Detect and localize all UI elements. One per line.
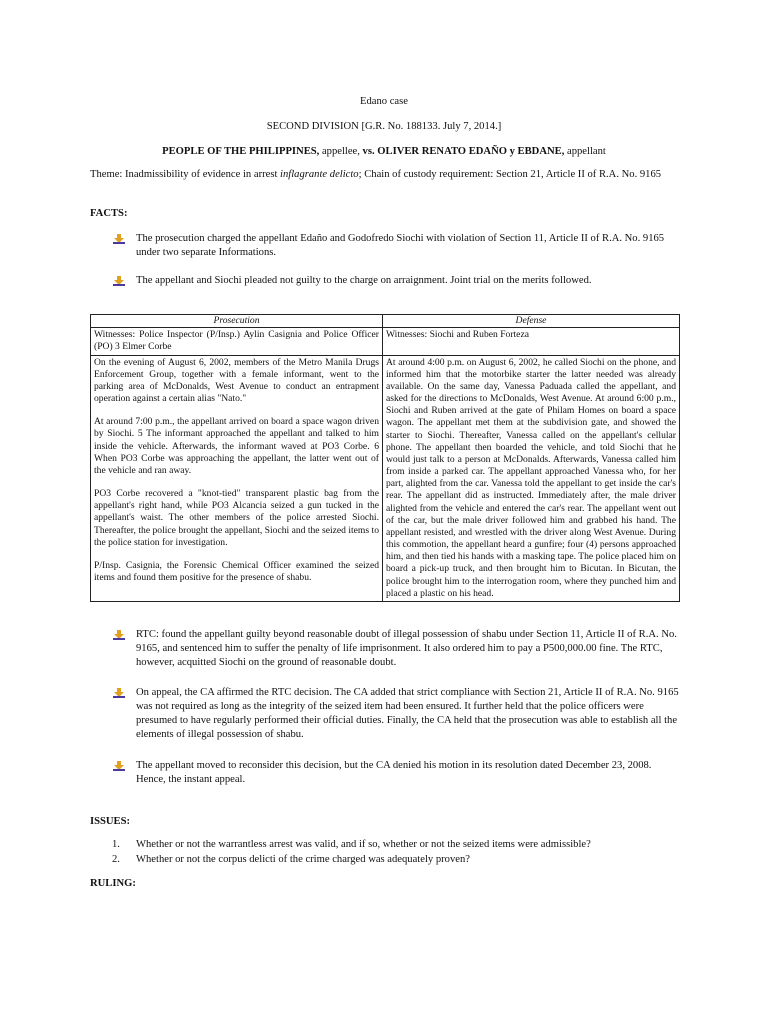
division-line: SECOND DIVISION [G.R. No. 188133. July 7, 2014.] — [266, 121, 502, 132]
prosecution-paragraph: On the evening of August 6, 2002, members of the Metro Manila Drugs Enforcement Group, together with a female informant, went to the parking area of McDonalds, West Avenue to conduct an entrapment operation against a certain alias "Nato." — [94, 356, 379, 405]
theme-suffix: ; Chain of custody requirement: Section 21, Article II of R.A. No. 9165 — [358, 169, 662, 180]
theme-prefix: Theme: Inadmissibility of evidence in arrest — [90, 169, 281, 180]
prosecution-paragraph: At around 7:00 p.m., the appellant arrived on board a space wagon driven by Siochi. 5 The informant approached the appellant and talked to him inside the vehicle. Afterwards, the informant waved at PO3 Corbe. 6 When PO3 Corbe was approaching the appellant, the latter went out of the vehicle and ran away. — [94, 416, 379, 476]
pushpin-arrow-icon — [112, 629, 126, 641]
theme-italic: inflagrante delicto — [280, 169, 359, 180]
pushpin-arrow-icon — [112, 233, 126, 245]
issue-text: Whether or not the corpus delicti of the crime charged was adequately proven? — [136, 854, 470, 865]
prosecution-paragraph: PO3 Corbe recovered a "knot-tied" transparent plastic bag from the appellant's right hand, while PO3 Alcancia seized a gun tucked in the appellant's waist. The other members of the police arrested Siochi. Thereafter, the police brought the appellant, Siochi and the seized items to the police station for investigation. — [94, 488, 379, 548]
witnesses-prosecution: Witnesses: Police Inspector (P/Insp.) Aylin Casignia and Police Officer (PO) 3 Elmer Corbe — [91, 328, 383, 355]
theme-line — [90, 168, 680, 182]
party-people: PEOPLE OF THE PHILIPPINES, — [162, 146, 320, 157]
issues-heading: ISSUES: — [90, 816, 131, 827]
party-appellant: vs. OLIVER RENATO EDAÑO y EBDANE, — [362, 146, 565, 157]
ruling-heading: RULING: — [90, 878, 136, 889]
parties-line — [0, 145, 768, 159]
pushpin-arrow-icon — [112, 760, 126, 772]
issue-text: Whether or not the warrantless arrest was valid, and if so, whether or not the seized items were admissible? — [136, 839, 591, 850]
party-people-role: appellee, — [319, 146, 363, 157]
header-defense: Defense — [383, 315, 680, 328]
issue-number: 2. — [112, 854, 120, 865]
witnesses-defense: Witnesses: Siochi and Ruben Forteza — [383, 328, 680, 355]
issue-number: 1. — [112, 839, 120, 850]
facts-heading: FACTS: — [90, 208, 128, 219]
pushpin-arrow-icon — [112, 275, 126, 287]
reconsideration-bullet: The appellant moved to reconsider this decision, but the CA denied his motion in its resolution dated December 23, 2008. Hence, the instant appeal. — [136, 760, 652, 785]
header-prosecution: Prosecution — [91, 315, 383, 328]
prosecution-defense-table — [90, 314, 680, 602]
case-title: Edano case — [360, 96, 408, 107]
party-appellant-role: appellant — [564, 146, 606, 157]
prosecution-paragraph: P/Insp. Casignia, the Forensic Chemical Officer examined the seized items and found them positive for the presence of shabu. — [94, 559, 379, 584]
rtc-bullet: RTC: found the appellant guilty beyond reasonable doubt of illegal possession of shabu under Section 11, Article II of R.A. No. 9165, and sentenced him to suffer the penalty of life imprisonment. It also ordered him to pay a P500,000.00 fine. The RTC, however, acquitted Siochi on the ground of reasonable doubt. — [136, 629, 677, 668]
pushpin-arrow-icon — [112, 687, 126, 699]
prosecution-account — [91, 355, 383, 601]
ca-bullet: On appeal, the CA affirmed the RTC decision. The CA added that strict compliance with Section 21, Article II of R.A. No. 9165 was not required as long as the integrity of the seized item had been ensured. It further held that the police officers were presumed to have regularly performed their official duties. Finally, the CA held that the prosecution was able to establish all the elements of illegal possession of shabu. — [136, 687, 679, 740]
facts-bullet-2: The appellant and Siochi pleaded not guilty to the charge on arraignment. Joint trial on the merits followed. — [136, 275, 592, 286]
defense-account: At around 4:00 p.m. on August 6, 2002, he called Siochi on the phone, and informed him that the motorbike starter the latter needed was already available. On the same day, Vanessa Paduada called the appellant, and asked for the directions to McDonalds, West Avenue. At around 6:00 p.m., Siochi and Ruben arrived at the gate of Philam Homes on board a space wagon. The appellant met them at the subdivision gate, and showed the starter to Siochi. Thereafter, Vanessa called on the appellant's cellular phone. The appellant then boarded the vehicle, and told Siochi that he would just talk to a person at McDonalds. Afterwards, Vanessa called him from inside a parked car. The appellant approached Vanessa who, for her part, alighted from the car. Vanessa told the appellant to get inside the car's rear. The appellant did as instructed. Immediately after, the male driver alighted from the vehicle and entered the car's rear. The appellant went out of the car, but the male driver followed him and grabbed his hand. The appellant resisted, and wrestled with the driver along West Avenue. During this commotion, the appellant heard a gunfire; four (4) persons approached him, and then tied his hands with a masking tape. The police placed him on board a pick-up truck, and then brought him to Bicutan. In Bicutan, the police brought him to the interrogation room, where they punched him and placed a plastic on his head. — [383, 355, 680, 601]
facts-bullet-1: The prosecution charged the appellant Edaño and Godofredo Siochi with violation of Section 11, Article II of R.A. No. 9165 under two separate Informations. — [136, 233, 665, 258]
